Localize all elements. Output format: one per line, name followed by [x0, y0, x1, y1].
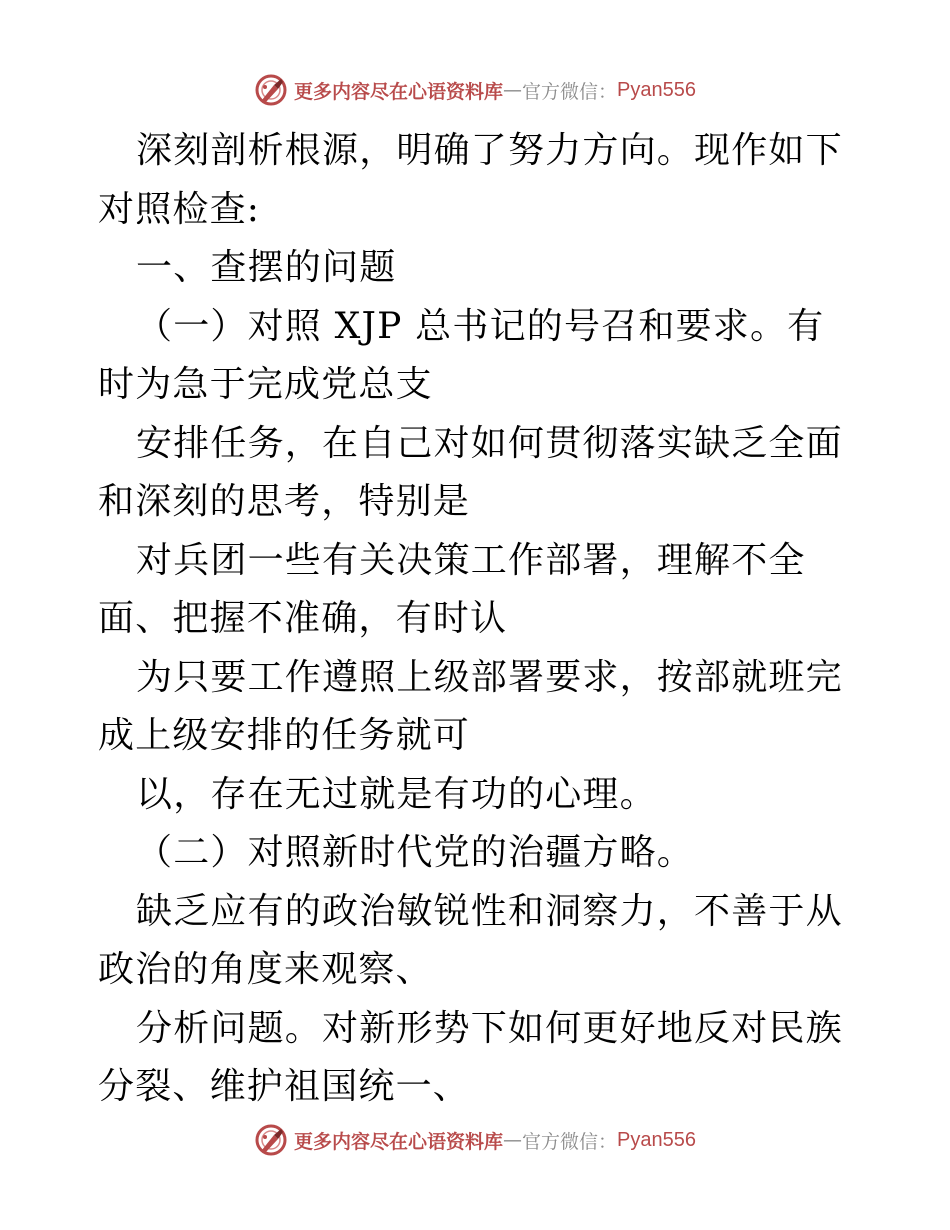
- paragraph: 以，存在无过就是有功的心理。: [136, 773, 657, 815]
- paragraph: 对兵团一些有关决策工作部署，理解不全面、把握不准确，有时认: [98, 539, 806, 639]
- wechat-id: Pyan556: [617, 78, 696, 101]
- banner-separator: —: [503, 79, 523, 101]
- brand-text: 更多内容尽在心语资料库: [294, 1130, 504, 1153]
- wechat-label: 官方微信：: [522, 80, 618, 103]
- banner-separator: —: [503, 1129, 523, 1151]
- paragraph: 为只要工作遵照上级部署要求，按部就班完成上级安排的任务就可: [98, 656, 843, 756]
- document-body: [98, 122, 858, 1117]
- paragraph: 缺乏应有的政治敏锐性和洞察力，不善于从政治的角度来观察、: [98, 890, 843, 990]
- pen-logo-icon: [254, 73, 288, 107]
- paragraph: （一）对照 XJP 总书记的号召和要求。有时为急于完成党总支: [98, 305, 825, 405]
- footer-banner: [0, 1118, 950, 1162]
- paragraph: 安排任务，在自己对如何贯彻落实缺乏全面和深刻的思考，特别是: [98, 422, 843, 522]
- brand-text: 更多内容尽在心语资料库: [294, 80, 504, 103]
- subsection-heading: （二）对照新时代党的治疆方略。: [136, 832, 695, 873]
- section-heading: 一、查摆的问题: [136, 247, 397, 288]
- paragraph: 分析问题。对新形势下如何更好地反对民族分裂、维护祖国统一、: [98, 1007, 843, 1107]
- header-banner: [0, 68, 950, 112]
- wechat-label: 官方微信：: [522, 1130, 618, 1153]
- pen-logo-icon: [254, 1123, 288, 1157]
- paragraph: 深刻剖析根源，明确了努力方向。现作如下对照检查:: [98, 130, 843, 230]
- wechat-id: Pyan556: [617, 1128, 696, 1151]
